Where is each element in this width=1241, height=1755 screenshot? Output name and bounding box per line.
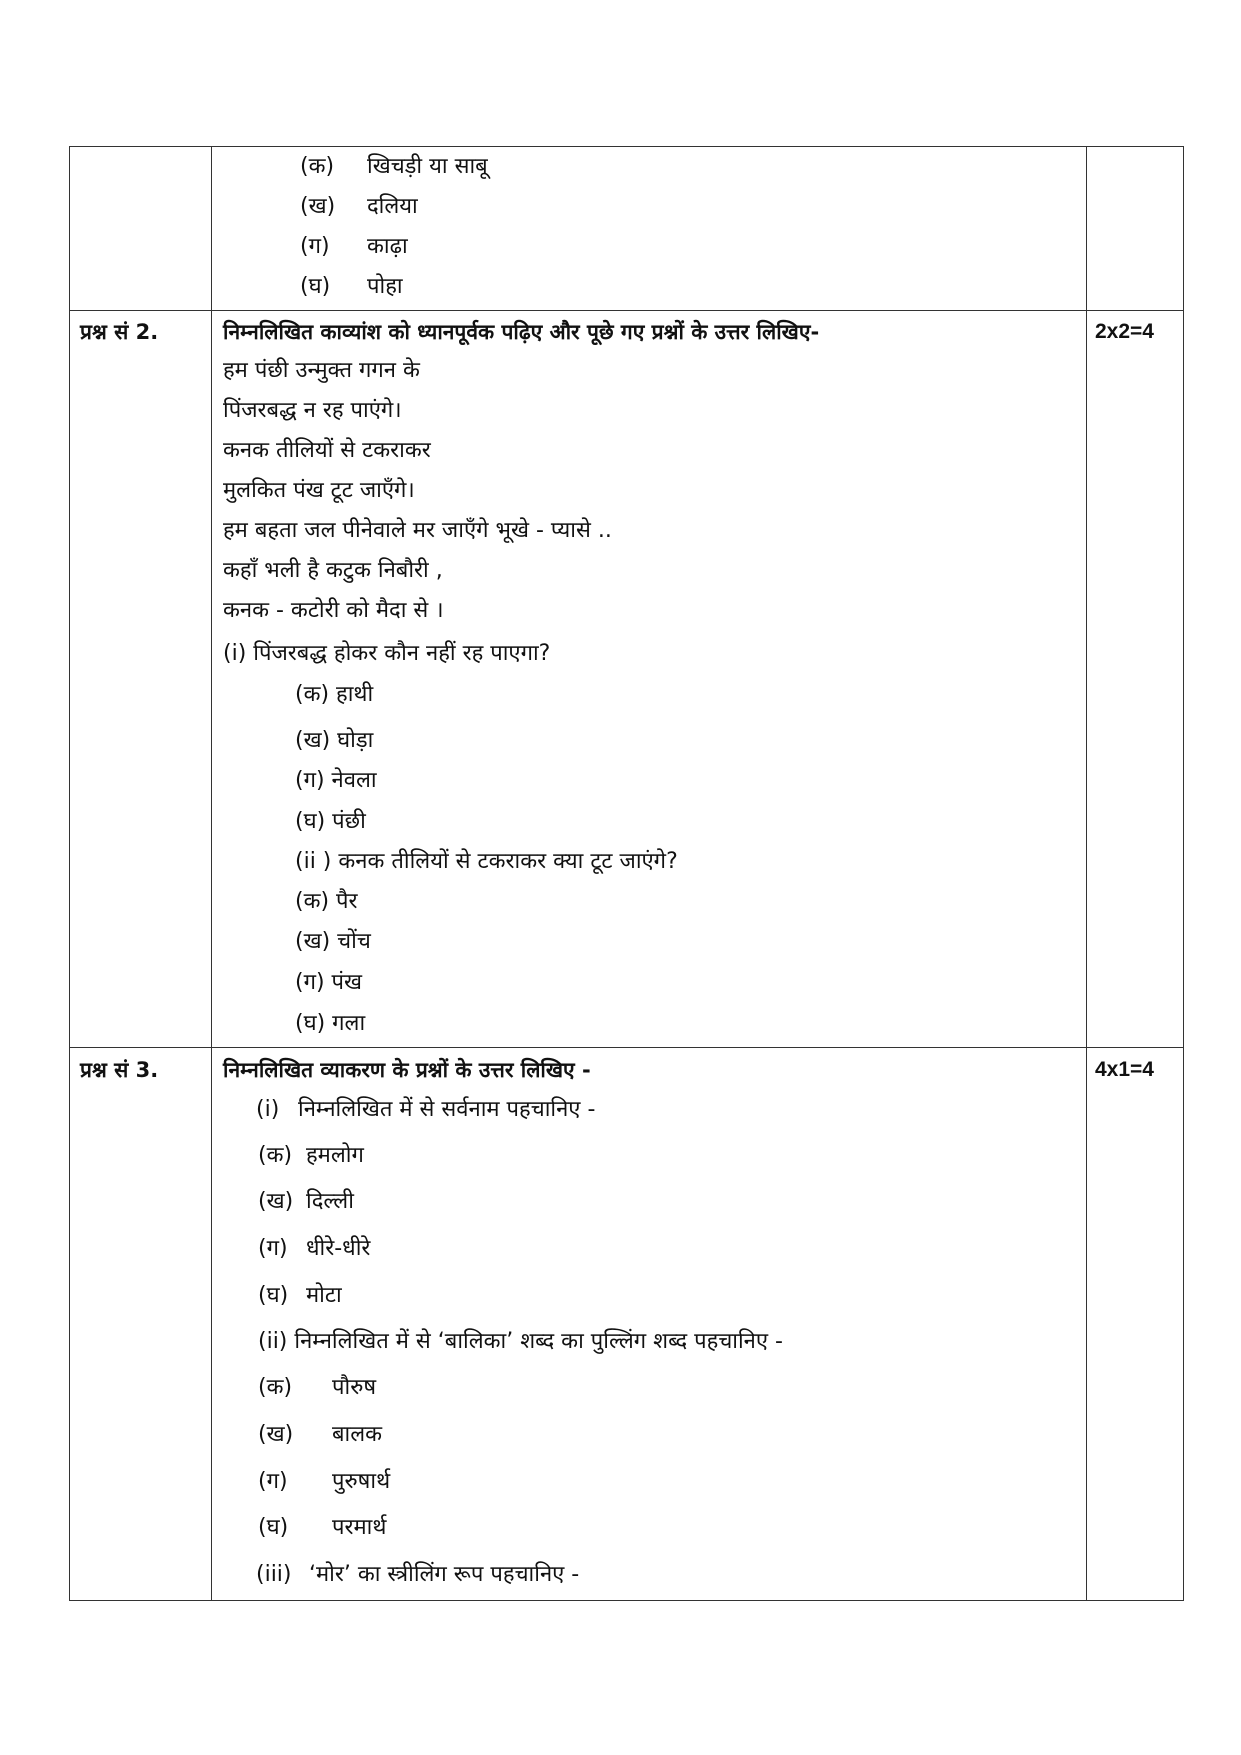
poem-line: कनक - कटोरी को मैदा से । xyxy=(223,598,444,623)
option-text: काढ़ा xyxy=(367,234,408,259)
option-text: पोहा xyxy=(367,274,403,299)
option: (घ) पंछी xyxy=(295,809,366,834)
row-divider xyxy=(70,1047,1183,1048)
option-text: दलिया xyxy=(367,194,418,219)
option-label: (ख) xyxy=(258,1189,294,1214)
option: (क) हाथी xyxy=(295,682,374,707)
option-text: मोटा xyxy=(306,1283,342,1308)
sub-question-label: (iii) xyxy=(256,1562,292,1587)
sub-question-label: (i) xyxy=(256,1097,280,1122)
option-label: (क) xyxy=(258,1375,293,1400)
option-label: (ग) xyxy=(258,1469,288,1494)
question-instruction: निम्नलिखित काव्यांश को ध्यानपूर्वक पढ़िए और पूछे गए प्रश्नों के उत्तर लिखिए- xyxy=(223,320,820,344)
column-divider xyxy=(1086,147,1087,1600)
option: (ग) पंख xyxy=(295,970,363,995)
column-divider xyxy=(211,147,212,1600)
sub-question: (i) पिंजरबद्ध होकर कौन नहीं रह पाएगा? xyxy=(223,641,551,666)
option: (घ) गला xyxy=(295,1011,366,1036)
option-label: (घ) xyxy=(300,274,331,299)
option: (ग) नेवला xyxy=(295,768,377,793)
sub-question: (ii ) कनक तीलियों से टकराकर क्या टूट जाएंगे? xyxy=(295,849,678,874)
option-label: (ग) xyxy=(300,234,330,259)
sub-question: (ii) निम्नलिखित में से ‘बालिका’ शब्द का पुल्लिंग शब्द पहचानिए - xyxy=(258,1329,783,1354)
row-divider xyxy=(70,310,1183,311)
option-text: बालक xyxy=(332,1422,383,1447)
question-marks: 2x2=4 xyxy=(1095,320,1154,343)
option-label: (क) xyxy=(258,1143,293,1168)
poem-line: कहाँ भली है कटुक निबौरी , xyxy=(223,558,443,583)
option-text: दिल्ली xyxy=(306,1189,354,1214)
sub-question: ‘मोर’ का स्त्रीलिंग रूप पहचानिए - xyxy=(309,1562,580,1587)
option-label: (घ) xyxy=(258,1283,289,1308)
question-marks: 4x1=4 xyxy=(1095,1058,1154,1081)
option-label: (ख) xyxy=(258,1422,294,1447)
question-number: प्रश्न सं 2. xyxy=(80,320,159,344)
option-text: खिचड़ी या साबू xyxy=(367,154,488,179)
poem-line: हम पंछी उन्मुक्त गगन के xyxy=(223,358,420,383)
option: (क) पैर xyxy=(295,889,358,914)
option-text: पुरुषार्थ xyxy=(332,1469,391,1494)
question-number: प्रश्न सं 3. xyxy=(80,1058,159,1082)
option-label: (ग) xyxy=(258,1236,288,1261)
option-label: (क) xyxy=(300,154,335,179)
poem-line: हम बहता जल पीनेवाले मर जाएँगे भूखे - प्यासे .. xyxy=(223,518,612,543)
question-instruction: निम्नलिखित व्याकरण के प्रश्नों के उत्तर लिखिए - xyxy=(223,1058,591,1082)
poem-line: कनक तीलियों से टकराकर xyxy=(223,438,431,463)
option-text: परमार्थ xyxy=(332,1515,387,1540)
option-text: पौरुष xyxy=(332,1375,377,1400)
poem-line: पिंजरबद्ध न रह पाएंगे। xyxy=(223,398,402,423)
option: (ख) घोड़ा xyxy=(295,728,374,753)
poem-line: मुलकित पंख टूट जाएँगे। xyxy=(223,478,415,503)
sub-question: निम्नलिखित में से सर्वनाम पहचानिए - xyxy=(298,1097,596,1122)
option: (ख) चोंच xyxy=(295,929,371,954)
option-text: हमलोग xyxy=(306,1143,364,1168)
option-label: (ख) xyxy=(300,194,336,219)
option-text: धीरे-धीरे xyxy=(306,1236,371,1261)
option-label: (घ) xyxy=(258,1515,289,1540)
